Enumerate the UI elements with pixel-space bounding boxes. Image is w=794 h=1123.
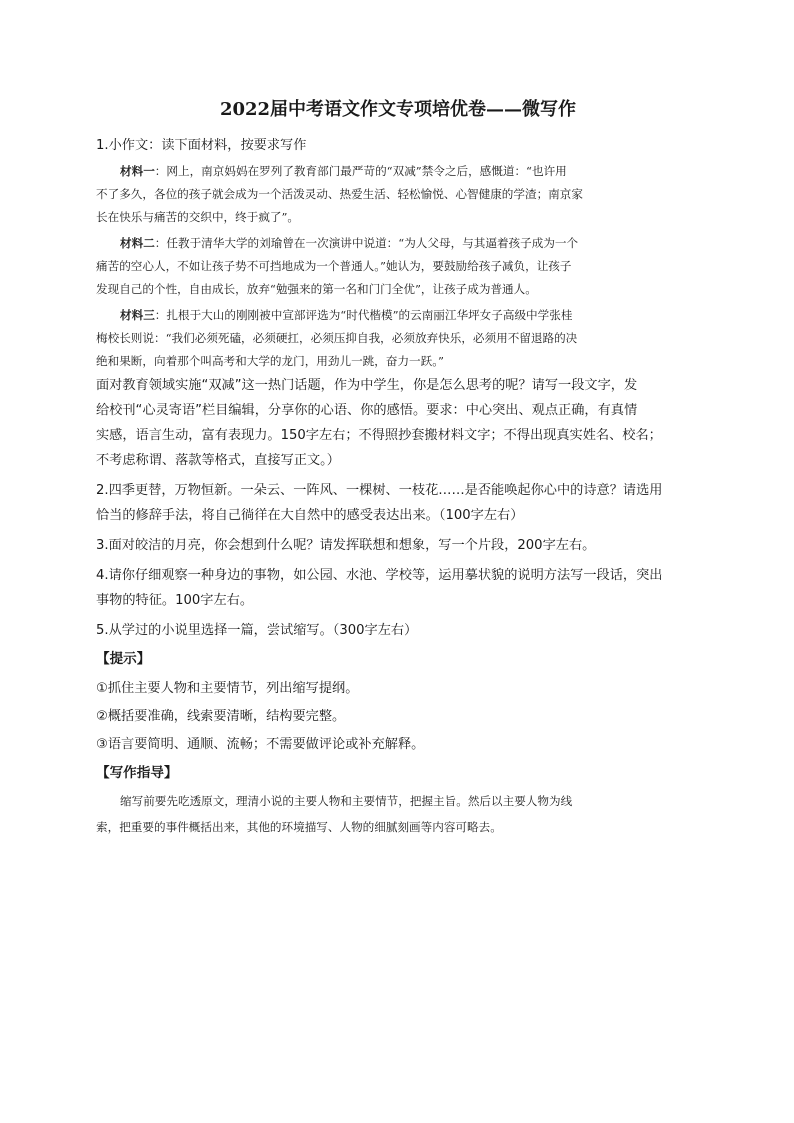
q3-line-1: 3.面对皎洁的月亮，你会想到什么呢？请发挥联想和想象，写一个片段，200字左右。 [96,538,596,553]
material-1-line-2: 不了多久，各位的孩子就会成为一个活泼灵动、热爱生活、轻松愉悦、心智健康的学渣；南京家 [96,187,583,201]
material-1-label: 材料一 [120,164,155,178]
material-3-line-2: 梅校长则说：“我们必须死磕，必须硬扛，必须压抑自我，必须放弃快乐，必须用不留退路的决 [96,331,578,345]
tips-section [96,646,700,757]
guidance-section [96,760,700,839]
material-2 [96,232,700,301]
material-2-line-1: 材料二：任教于清华大学的刘瑜曾在一次演讲中说道：“为人父母，与其逼着孩子成为一个 [120,236,579,250]
q1-prompt-line-3: 实感，语言生动，富有表现力。150字左右；不得照抄套搬材料文字；不得出现真实姓名、校名； [96,428,662,443]
guidance-heading: 【写作指导】 [96,765,178,781]
material-3-label: 材料三 [120,308,155,322]
tip-item-3: ③语言要简明、通顺、流畅；不需要做评论或补充解释。 [96,737,425,752]
q1-heading: 1.小作文：读下面材料，按要求写作 [96,138,307,153]
material-1 [96,160,700,229]
q1-prompt [96,373,700,473]
material-1-line-1: 材料一：网上，南京妈妈在罗列了教育部门最严苛的“双减”禁令之后，感慨道：“也许用 [120,164,567,178]
guidance-line-2: 索，把重要的事件概括出来，其他的环境描写、人物的细腻刻画等内容可略去。 [96,820,502,834]
tip-item-2: ②概括要准确，线索要清晰，结构要完整。 [96,709,346,724]
document-title: 2022届中考语文作文专项培优卷——微写作 [219,99,577,120]
question-4 [96,563,700,613]
q4-line-2: 事物的特征。100字左右。 [96,593,254,608]
material-2-line-2: 痛苦的空心人，不如让孩子势不可挡地成为一个普通人。”她认为，要鼓励给孩子减负，让孩子 [96,259,572,273]
material-2-line-3: 发现自己的个性，自由成长，放弃“勉强来的第一名和门门全优”，让孩子成为普通人。 [96,282,537,296]
question-5 [96,618,700,643]
q1-prompt-line-2: 给校刊“心灵寄语”栏目编辑，分享你的心语、你的感悟。要求：中心突出、观点正确，有真情 [96,403,638,418]
question-3 [96,533,700,558]
q5-line-1: 5.从学过的小说里选择一篇，尝试缩写。（300字左右） [96,623,418,638]
question-2 [96,478,700,528]
document-body [96,133,700,839]
material-3-line-1: 材料三：扎根于大山的刚刚被中宣部评选为“时代楷模”的云南丽江华坪女子高级中学张桂 [120,308,573,322]
q4-line-1: 4.请你仔细观察一种身边的事物，如公园、水池、学校等，运用摹状貌的说明方法写一段话，突出 [96,568,663,583]
q2-line-1: 2.四季更替，万物恒新。一朵云、一阵风、一棵树、一枝花……是否能唤起你心中的诗意？请选用 [96,483,663,498]
q2-line-2: 恰当的修辞手法，将自己徜徉在大自然中的感受表达出来。（100字左右） [96,508,524,523]
tips-heading: 【提示】 [96,651,151,667]
material-2-label: 材料二 [120,236,155,250]
guidance-line-1: 缩写前要先吃透原文，理清小说的主要人物和主要情节，把握主旨。然后以主要人物为线 [120,794,573,808]
material-3-line-3: 绝和果断，向着那个叫高考和大学的龙门，用劲儿一跳，奋力一跃。” [96,354,444,368]
material-1-line-3: 长在快乐与痛苦的交织中，终于疯了”。 [96,210,300,224]
q1-prompt-line-1: 面对教育领域实施“双减”这一热门话题，作为中学生，你是怎么思考的呢？请写一段文字，发 [96,378,638,393]
q1-prompt-line-4: 不考虑称谓、落款等格式，直接写正文。） [96,453,340,468]
material-3 [96,304,700,373]
tip-item-1: ①抓住主要人物和主要情节，列出缩写提纲。 [96,681,359,696]
